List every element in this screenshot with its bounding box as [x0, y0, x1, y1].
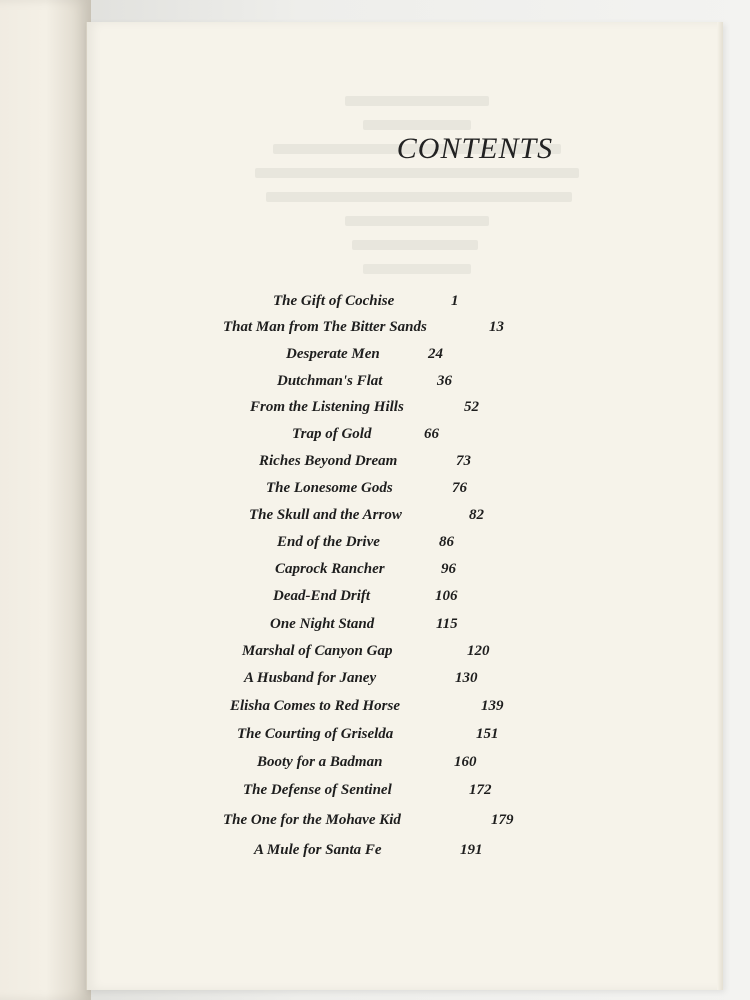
- toc-entry-title: From the Listening Hills: [250, 399, 404, 415]
- toc-entry-page: 24: [428, 346, 443, 362]
- contents-heading: CONTENTS: [396, 132, 554, 165]
- toc-entry: [286, 346, 443, 363]
- toc-entry-page: 13: [489, 319, 504, 335]
- toc-entry: [266, 480, 467, 497]
- toc-entry: [257, 754, 477, 771]
- toc-entry: [249, 507, 484, 524]
- toc-entry-title: The Gift of Cochise: [273, 293, 395, 309]
- toc-entry-title: The Courting of Griselda: [237, 726, 394, 742]
- toc-entry-title: Dead-End Drift: [273, 588, 371, 604]
- left-page-edge: [0, 0, 91, 1000]
- toc-entry-title: Booty for a Badman: [257, 754, 383, 770]
- toc-entry-title: Trap of Gold: [292, 426, 372, 442]
- toc-entry-page: 86: [439, 534, 454, 550]
- toc-entry: [223, 812, 514, 829]
- toc-entry: [275, 561, 456, 578]
- toc-entry-page: 36: [437, 373, 452, 389]
- toc-entry: [277, 534, 454, 551]
- toc-entry: [259, 453, 471, 470]
- toc-entry-title: The Defense of Sentinel: [243, 782, 392, 798]
- toc-entry-title: Desperate Men: [286, 346, 380, 362]
- toc-entry: [273, 293, 459, 310]
- toc-entry-page: 106: [435, 588, 458, 604]
- toc-entry-page: 179: [491, 812, 514, 828]
- toc-entry-title: Riches Beyond Dream: [259, 453, 398, 469]
- toc-entry-page: 66: [424, 426, 439, 442]
- toc-entry: [230, 698, 504, 715]
- toc-entry-title: The Skull and the Arrow: [249, 507, 402, 523]
- toc-entry: [237, 726, 499, 743]
- toc-entry-title: A Mule for Santa Fe: [254, 842, 382, 858]
- toc-entry: [242, 643, 490, 660]
- toc-entry-page: 151: [476, 726, 499, 742]
- toc-entry-page: 130: [455, 670, 478, 686]
- toc-entry-page: 82: [469, 507, 484, 523]
- toc-entry-page: 160: [454, 754, 477, 770]
- toc-entry: [223, 319, 504, 336]
- toc-entry-page: 73: [456, 453, 471, 469]
- toc-entry-title: Marshal of Canyon Gap: [242, 643, 393, 659]
- toc-entry-page: 191: [460, 842, 483, 858]
- toc-entry-page: 120: [467, 643, 490, 659]
- toc-entry-title: The One for the Mohave Kid: [223, 812, 401, 828]
- toc-entry-title: One Night Stand: [270, 616, 375, 632]
- toc-entry-title: That Man from The Bitter Sands: [223, 319, 427, 335]
- book-page: [86, 22, 723, 990]
- toc-entry-title: Elisha Comes to Red Horse: [230, 698, 401, 714]
- toc-entry: [250, 399, 479, 416]
- toc-entry: [243, 782, 492, 799]
- toc-entry: [270, 616, 458, 633]
- toc-entry-page: 1: [451, 293, 459, 309]
- toc-entry: [254, 842, 483, 859]
- toc-entry-page: 76: [452, 480, 467, 496]
- toc-entry: [244, 670, 478, 687]
- toc-entry-title: The Lonesome Gods: [266, 480, 393, 496]
- toc-entry-page: 172: [469, 782, 492, 798]
- toc-entry-page: 96: [441, 561, 456, 577]
- toc-entry-title: End of the Drive: [277, 534, 380, 550]
- toc-entry-title: Caprock Rancher: [275, 561, 385, 577]
- table-of-contents: [87, 22, 723, 990]
- toc-entry-title: A Husband for Janey: [244, 670, 377, 686]
- toc-entry: [277, 373, 452, 390]
- toc-entry-page: 115: [436, 616, 458, 632]
- toc-entry-page: 139: [481, 698, 504, 714]
- toc-entry-title: Dutchman's Flat: [277, 373, 383, 389]
- toc-entry-page: 52: [464, 399, 479, 415]
- toc-entry: [273, 588, 458, 605]
- toc-entry: [292, 426, 439, 443]
